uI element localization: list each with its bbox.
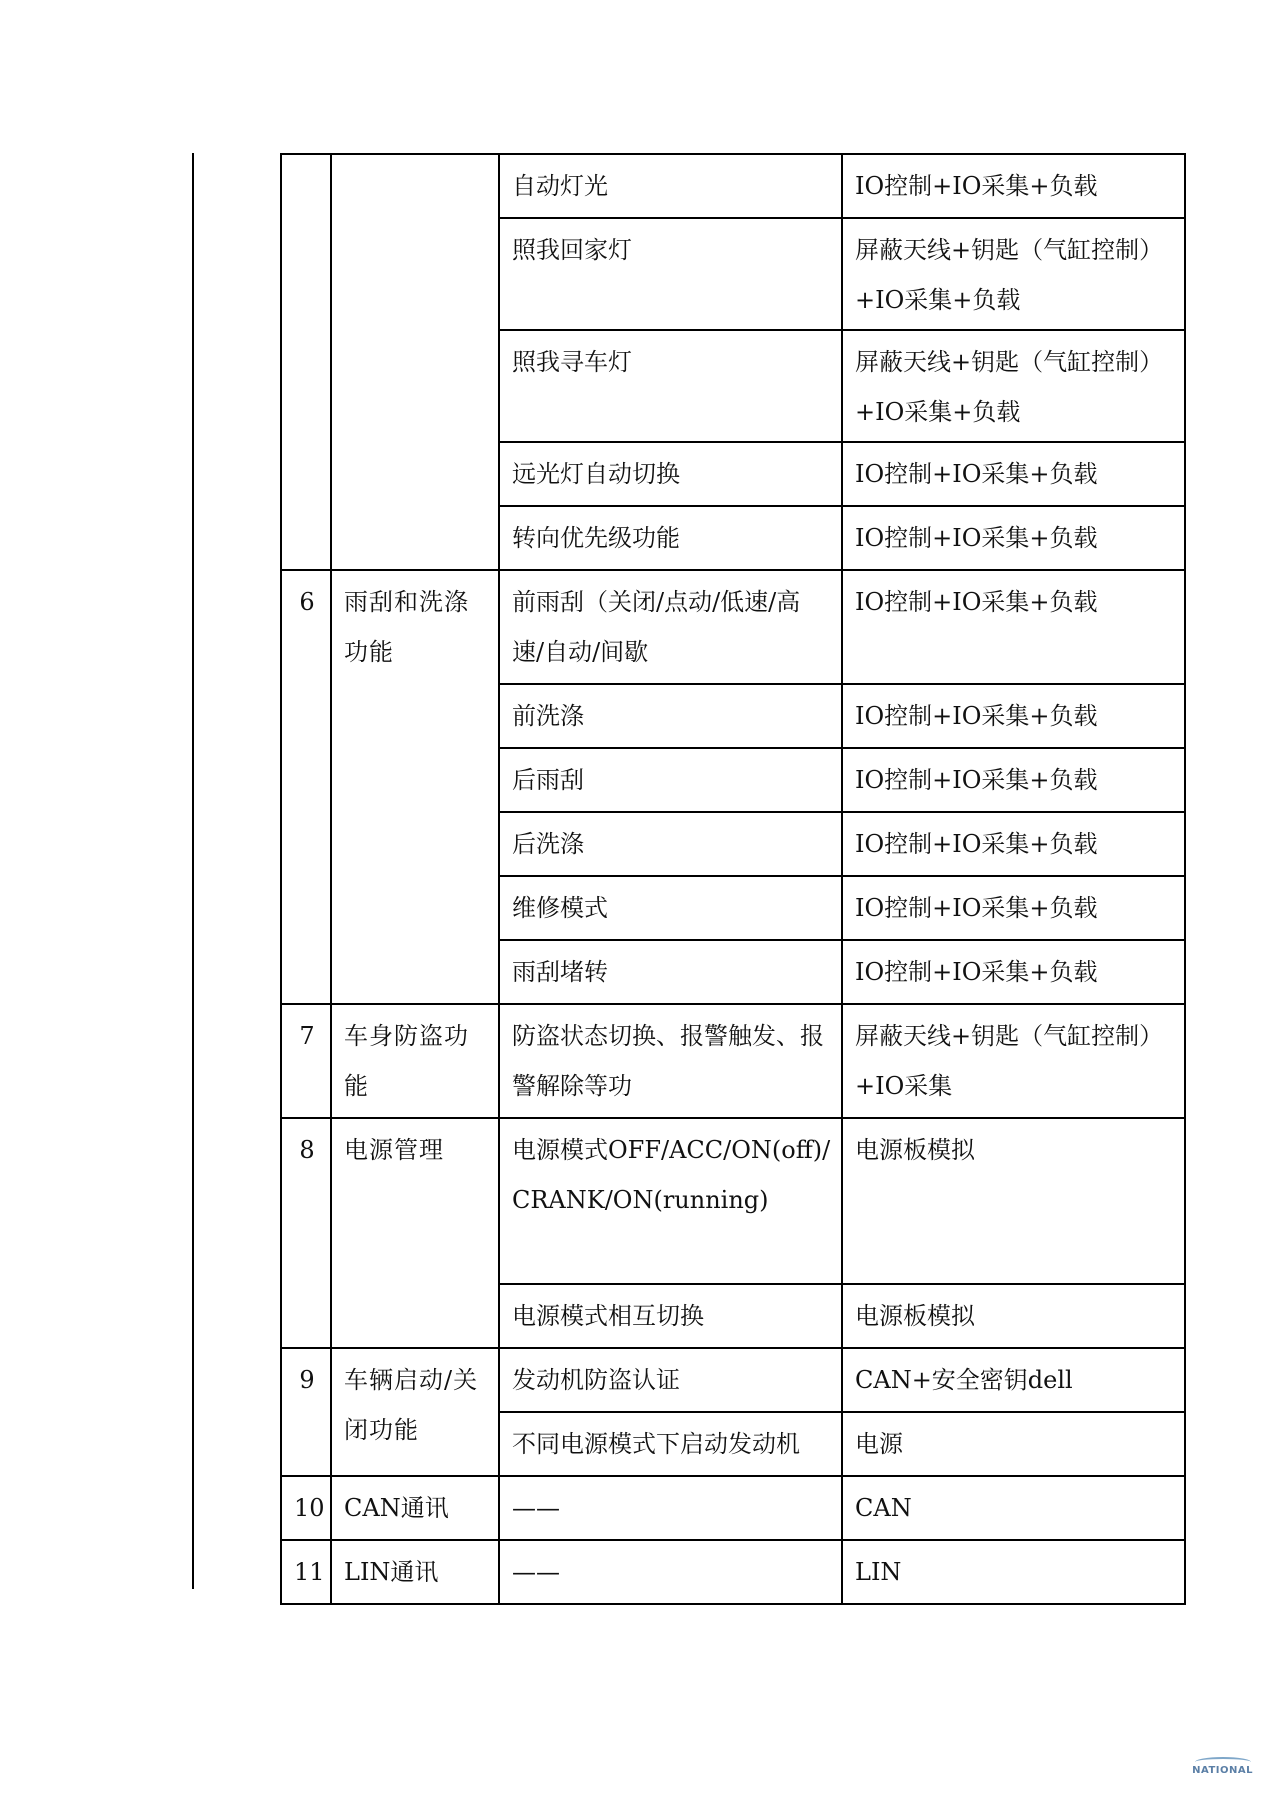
method-cell: LIN <box>842 1540 1185 1604</box>
num-cell: 7 <box>281 1004 331 1118</box>
method-cell: IO控制+IO采集+负载 <box>842 876 1185 940</box>
table-row <box>281 1540 1185 1604</box>
feature-cell: 不同电源模式下启动发动机 <box>499 1412 842 1476</box>
category-cell: 车辆启动/关闭功能 <box>331 1348 499 1476</box>
method-cell: IO控制+IO采集+负载 <box>842 570 1185 684</box>
category-cell <box>331 154 499 570</box>
category-cell: 雨刮和洗涤功能 <box>331 570 499 1004</box>
method-cell: IO控制+IO采集+负载 <box>842 812 1185 876</box>
table-row <box>281 154 1185 218</box>
feature-cell: 防盗状态切换、报警触发、报警解除等功 <box>499 1004 842 1118</box>
logo-text: NATIONAL <box>1192 1765 1253 1776</box>
method-cell: 屏蔽天线+钥匙（气缸控制）+IO采集+负载 <box>842 330 1185 442</box>
feature-test-table <box>280 153 1186 1605</box>
method-cell: 电源板模拟 <box>842 1284 1185 1348</box>
feature-cell: 远光灯自动切换 <box>499 442 842 506</box>
method-cell: 屏蔽天线+钥匙（气缸控制）+IO采集 <box>842 1004 1185 1118</box>
category-cell: CAN通讯 <box>331 1476 499 1540</box>
national-logo <box>1192 1757 1253 1776</box>
category-cell: 车身防盗功能 <box>331 1004 499 1118</box>
method-cell: IO控制+IO采集+负载 <box>842 442 1185 506</box>
method-cell: 电源 <box>842 1412 1185 1476</box>
method-cell: IO控制+IO采集+负载 <box>842 748 1185 812</box>
feature-cell: 照我回家灯 <box>499 218 842 330</box>
feature-cell: 照我寻车灯 <box>499 330 842 442</box>
num-cell: 8 <box>281 1118 331 1348</box>
feature-cell: —— <box>499 1476 842 1540</box>
method-cell: IO控制+IO采集+负载 <box>842 506 1185 570</box>
table-row <box>281 1004 1185 1118</box>
table-row <box>281 1348 1185 1412</box>
method-cell: IO控制+IO采集+负载 <box>842 940 1185 1004</box>
num-cell: 9 <box>281 1348 331 1476</box>
method-cell: CAN+安全密钥dell <box>842 1348 1185 1412</box>
feature-cell: 电源模式OFF/ACC/ON(off)/CRANK/ON(running) <box>499 1118 842 1284</box>
feature-cell: 发动机防盗认证 <box>499 1348 842 1412</box>
feature-cell: 前雨刮（关闭/点动/低速/高速/自动/间歇 <box>499 570 842 684</box>
feature-cell: 维修模式 <box>499 876 842 940</box>
method-cell: 电源板模拟 <box>842 1118 1185 1284</box>
margin-rule <box>192 153 194 1589</box>
num-cell: 11 <box>281 1540 331 1604</box>
table-row <box>281 570 1185 684</box>
category-cell: LIN通讯 <box>331 1540 499 1604</box>
method-cell: 屏蔽天线+钥匙（气缸控制）+IO采集+负载 <box>842 218 1185 330</box>
num-cell: 6 <box>281 570 331 1004</box>
category-cell: 电源管理 <box>331 1118 499 1348</box>
feature-cell: 自动灯光 <box>499 154 842 218</box>
feature-cell: 雨刮堵转 <box>499 940 842 1004</box>
feature-cell: 后雨刮 <box>499 748 842 812</box>
feature-cell: 转向优先级功能 <box>499 506 842 570</box>
method-cell: CAN <box>842 1476 1185 1540</box>
table-row <box>281 1476 1185 1540</box>
num-cell: 10 <box>281 1476 331 1540</box>
method-cell: IO控制+IO采集+负载 <box>842 154 1185 218</box>
feature-cell: 电源模式相互切换 <box>499 1284 842 1348</box>
method-cell: IO控制+IO采集+负载 <box>842 684 1185 748</box>
feature-cell: 后洗涤 <box>499 812 842 876</box>
num-cell <box>281 154 331 570</box>
feature-cell: 前洗涤 <box>499 684 842 748</box>
table-row <box>281 1118 1185 1284</box>
feature-cell: —— <box>499 1540 842 1604</box>
